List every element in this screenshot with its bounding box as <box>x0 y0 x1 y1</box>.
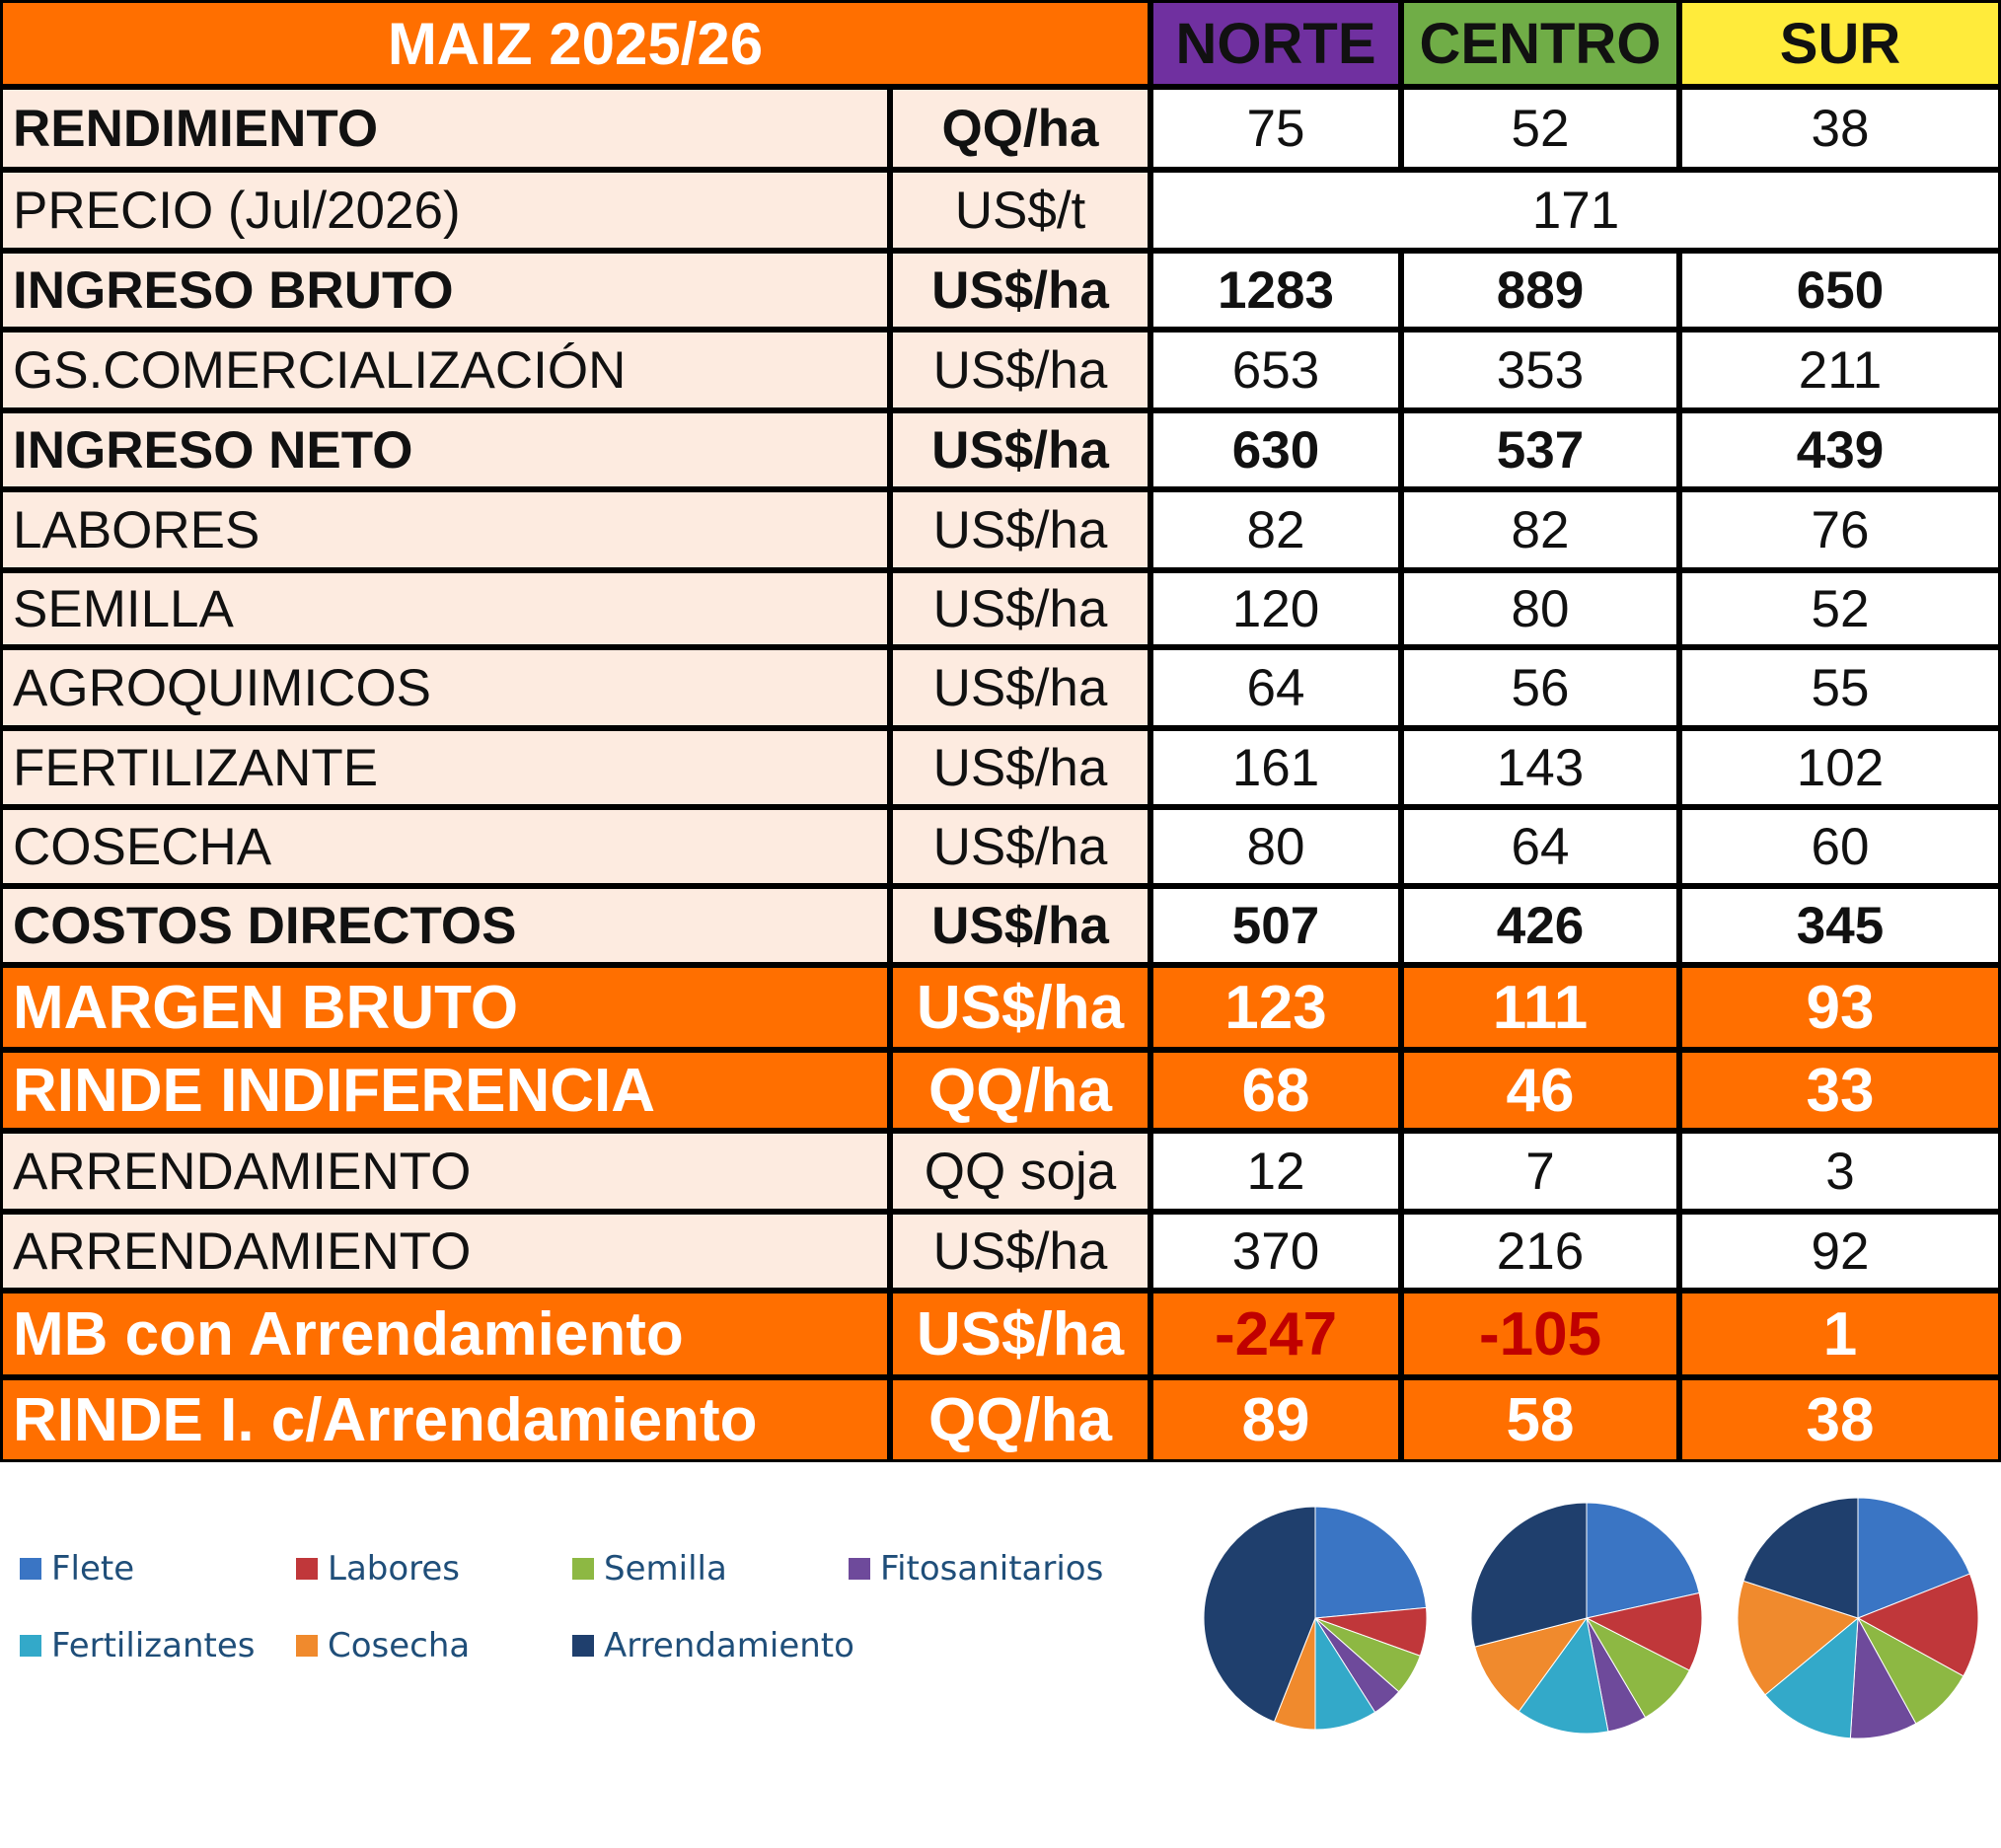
row-value-norte: 12 <box>1150 1131 1401 1212</box>
pie-slice-flete <box>1315 1507 1426 1618</box>
row-unit: US$/ha <box>890 570 1150 647</box>
row-value-centro: 52 <box>1401 87 1679 170</box>
legend-item-semilla <box>572 1549 727 1589</box>
row-label: GS.COMERCIALIZACIÓN <box>0 330 890 410</box>
row-value-sur: 55 <box>1679 647 2001 728</box>
row-value-centro: 111 <box>1401 965 1679 1050</box>
row-value-sur: 211 <box>1679 330 2001 410</box>
row-value-centro: 64 <box>1401 807 1679 886</box>
row-value-centro: 7 <box>1401 1131 1679 1212</box>
row-value-centro: 80 <box>1401 570 1679 647</box>
row-value-norte: 1283 <box>1150 251 1401 330</box>
row-unit: US$/ha <box>890 647 1150 728</box>
row-unit: US$/ha <box>890 251 1150 330</box>
row-value-norte: 123 <box>1150 965 1401 1050</box>
row-value-sur: 345 <box>1679 886 2001 965</box>
row-value-sur: 38 <box>1679 87 2001 170</box>
row-value-centro: 143 <box>1401 728 1679 807</box>
legend-label: Labores <box>328 1549 461 1589</box>
row-value-centro: 46 <box>1401 1050 1679 1131</box>
row-value-centro: 56 <box>1401 647 1679 728</box>
legend-label: Fitosanitarios <box>880 1549 1104 1589</box>
pie-charts <box>1164 1480 2001 1776</box>
row-label: SEMILLA <box>0 570 890 647</box>
legend-label: Arrendamiento <box>604 1626 854 1665</box>
row-unit: US$/ha <box>890 886 1150 965</box>
row-label: ARRENDAMIENTO <box>0 1212 890 1291</box>
row-label: RINDE INDIFERENCIA <box>0 1050 890 1131</box>
legend-item-fertilizantes <box>20 1626 255 1665</box>
legend-swatch <box>20 1635 41 1657</box>
row-label: INGRESO NETO <box>0 410 890 489</box>
row-unit: US$/ha <box>890 807 1150 886</box>
row-value-centro: 216 <box>1401 1212 1679 1291</box>
row-value-sur: 1 <box>1679 1291 2001 1377</box>
legend-swatch <box>572 1635 594 1657</box>
row-value-norte: 120 <box>1150 570 1401 647</box>
row-label: RENDIMIENTO <box>0 87 890 170</box>
pie-legend <box>0 1549 1164 1707</box>
legend-item-fitosanitarios <box>849 1549 1103 1589</box>
row-label: MB con Arrendamiento <box>0 1291 890 1377</box>
row-value-sur: 650 <box>1679 251 2001 330</box>
column-header-sur: SUR <box>1679 0 2001 87</box>
row-unit: US$/ha <box>890 728 1150 807</box>
row-label: RINDE I. c/Arrendamiento <box>0 1377 890 1462</box>
row-value-sur: 52 <box>1679 570 2001 647</box>
legend-swatch <box>572 1558 594 1580</box>
row-unit: US$/ha <box>890 410 1150 489</box>
row-value-norte: 89 <box>1150 1377 1401 1462</box>
row-value-norte: 161 <box>1150 728 1401 807</box>
legend-swatch <box>20 1558 41 1580</box>
row-value-sur: 3 <box>1679 1131 2001 1212</box>
row-value-centro: 82 <box>1401 489 1679 570</box>
row-unit: US$/t <box>890 170 1150 251</box>
row-label: MARGEN BRUTO <box>0 965 890 1050</box>
row-unit: US$/ha <box>890 1291 1150 1377</box>
row-value-norte: 64 <box>1150 647 1401 728</box>
row-unit: QQ/ha <box>890 87 1150 170</box>
row-value-sur: 60 <box>1679 807 2001 886</box>
row-value-norte: 75 <box>1150 87 1401 170</box>
column-header-centro: CENTRO <box>1401 0 1679 87</box>
legend-item-arrendamiento <box>572 1626 854 1665</box>
row-value-sur: 102 <box>1679 728 2001 807</box>
row-label: ARRENDAMIENTO <box>0 1131 890 1212</box>
row-label: COSTOS DIRECTOS <box>0 886 890 965</box>
legend-label: Fertilizantes <box>51 1626 256 1665</box>
legend-swatch <box>296 1635 318 1657</box>
row-unit: QQ soja <box>890 1131 1150 1212</box>
column-header-norte: NORTE <box>1150 0 1401 87</box>
legend-item-labores <box>296 1549 460 1589</box>
pie-sur <box>1738 1498 1978 1738</box>
row-value-centro: 537 <box>1401 410 1679 489</box>
row-value-sur: 38 <box>1679 1377 2001 1462</box>
row-value-centro: -105 <box>1401 1291 1679 1377</box>
row-unit: QQ/ha <box>890 1377 1150 1462</box>
row-value-centro: 426 <box>1401 886 1679 965</box>
legend-swatch <box>849 1558 870 1580</box>
pie-centro <box>1471 1503 1702 1734</box>
legend-label: Cosecha <box>328 1626 471 1665</box>
row-value-centro: 889 <box>1401 251 1679 330</box>
row-value-sur: 76 <box>1679 489 2001 570</box>
row-value-norte: 68 <box>1150 1050 1401 1131</box>
legend-label: Semilla <box>604 1549 727 1589</box>
row-value-norte: 370 <box>1150 1212 1401 1291</box>
row-value-norte: 82 <box>1150 489 1401 570</box>
row-unit: US$/ha <box>890 1212 1150 1291</box>
row-unit: QQ/ha <box>890 1050 1150 1131</box>
row-value-centro: 58 <box>1401 1377 1679 1462</box>
pie-norte <box>1204 1507 1427 1730</box>
row-label: PRECIO (Jul/2026) <box>0 170 890 251</box>
legend-label: Flete <box>51 1549 135 1589</box>
row-unit: US$/ha <box>890 489 1150 570</box>
legend-item-flete <box>20 1549 134 1589</box>
row-label: INGRESO BRUTO <box>0 251 890 330</box>
table-title: MAIZ 2025/26 <box>0 0 1150 87</box>
legend-item-cosecha <box>296 1626 470 1665</box>
row-unit: US$/ha <box>890 965 1150 1050</box>
row-value-sur: 33 <box>1679 1050 2001 1131</box>
row-value-norte: 80 <box>1150 807 1401 886</box>
row-value-sur: 92 <box>1679 1212 2001 1291</box>
row-value-norte: 653 <box>1150 330 1401 410</box>
row-unit: US$/ha <box>890 330 1150 410</box>
row-value-norte: -247 <box>1150 1291 1401 1377</box>
legend-swatch <box>296 1558 318 1580</box>
row-value-merged: 171 <box>1150 170 2001 251</box>
row-value-norte: 630 <box>1150 410 1401 489</box>
row-label: LABORES <box>0 489 890 570</box>
row-value-centro: 353 <box>1401 330 1679 410</box>
row-value-sur: 93 <box>1679 965 2001 1050</box>
row-label: AGROQUIMICOS <box>0 647 890 728</box>
row-label: COSECHA <box>0 807 890 886</box>
row-value-norte: 507 <box>1150 886 1401 965</box>
row-label: FERTILIZANTE <box>0 728 890 807</box>
row-value-sur: 439 <box>1679 410 2001 489</box>
